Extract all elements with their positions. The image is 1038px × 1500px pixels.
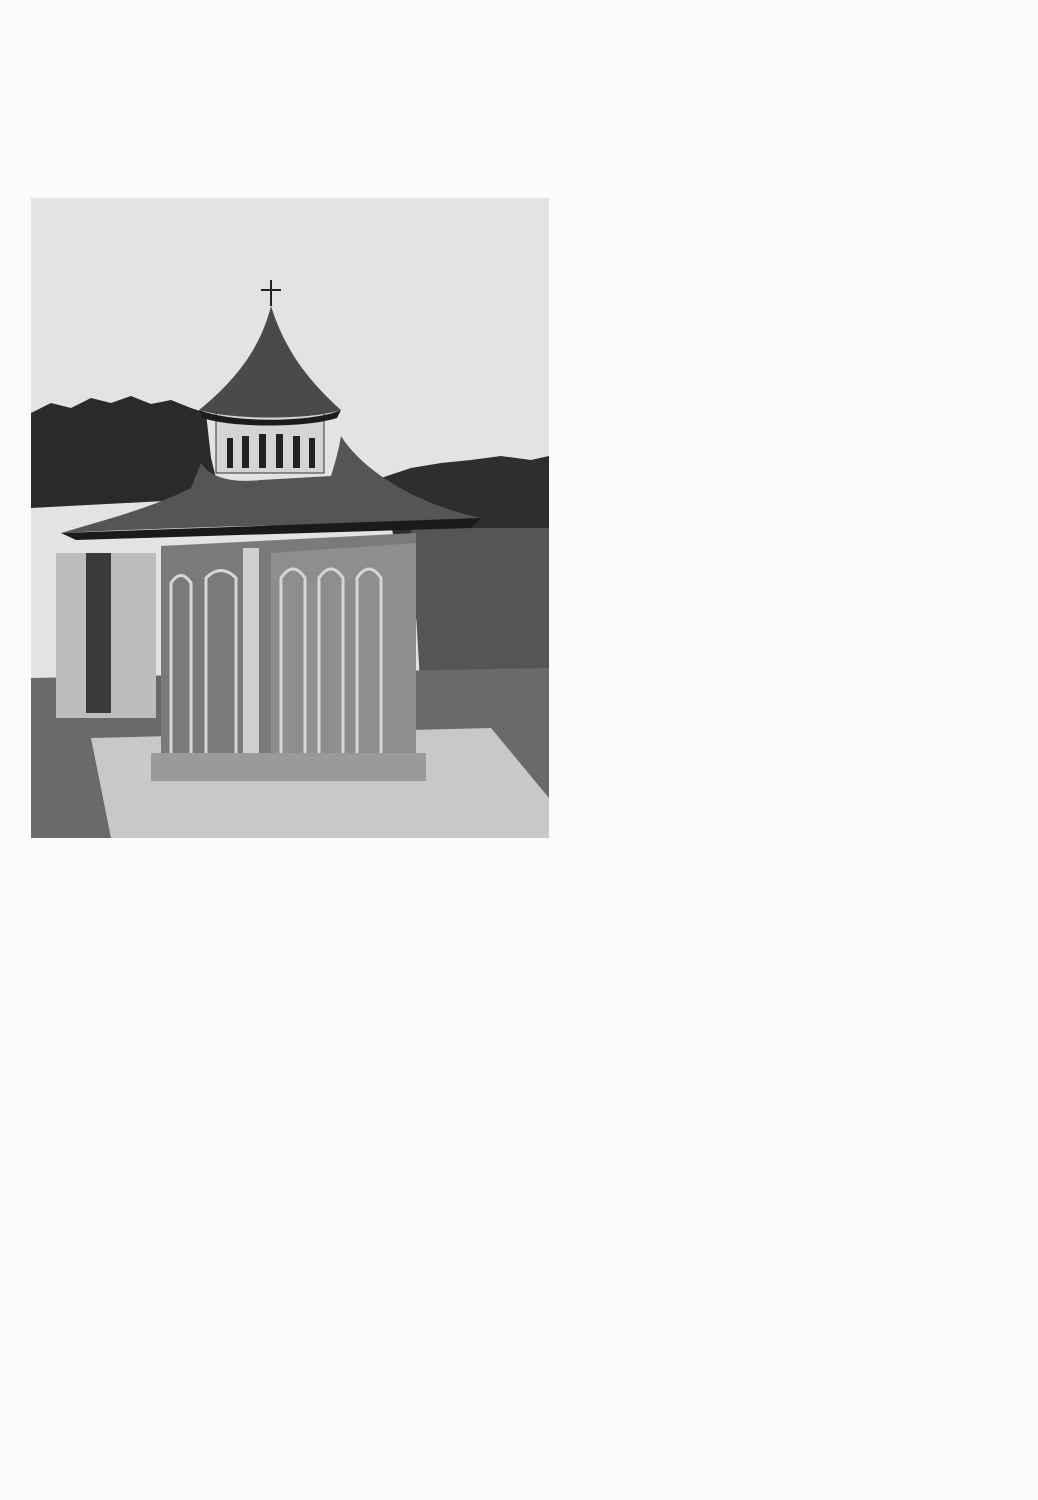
- church-photo: [31, 198, 549, 838]
- church-image: [31, 198, 549, 838]
